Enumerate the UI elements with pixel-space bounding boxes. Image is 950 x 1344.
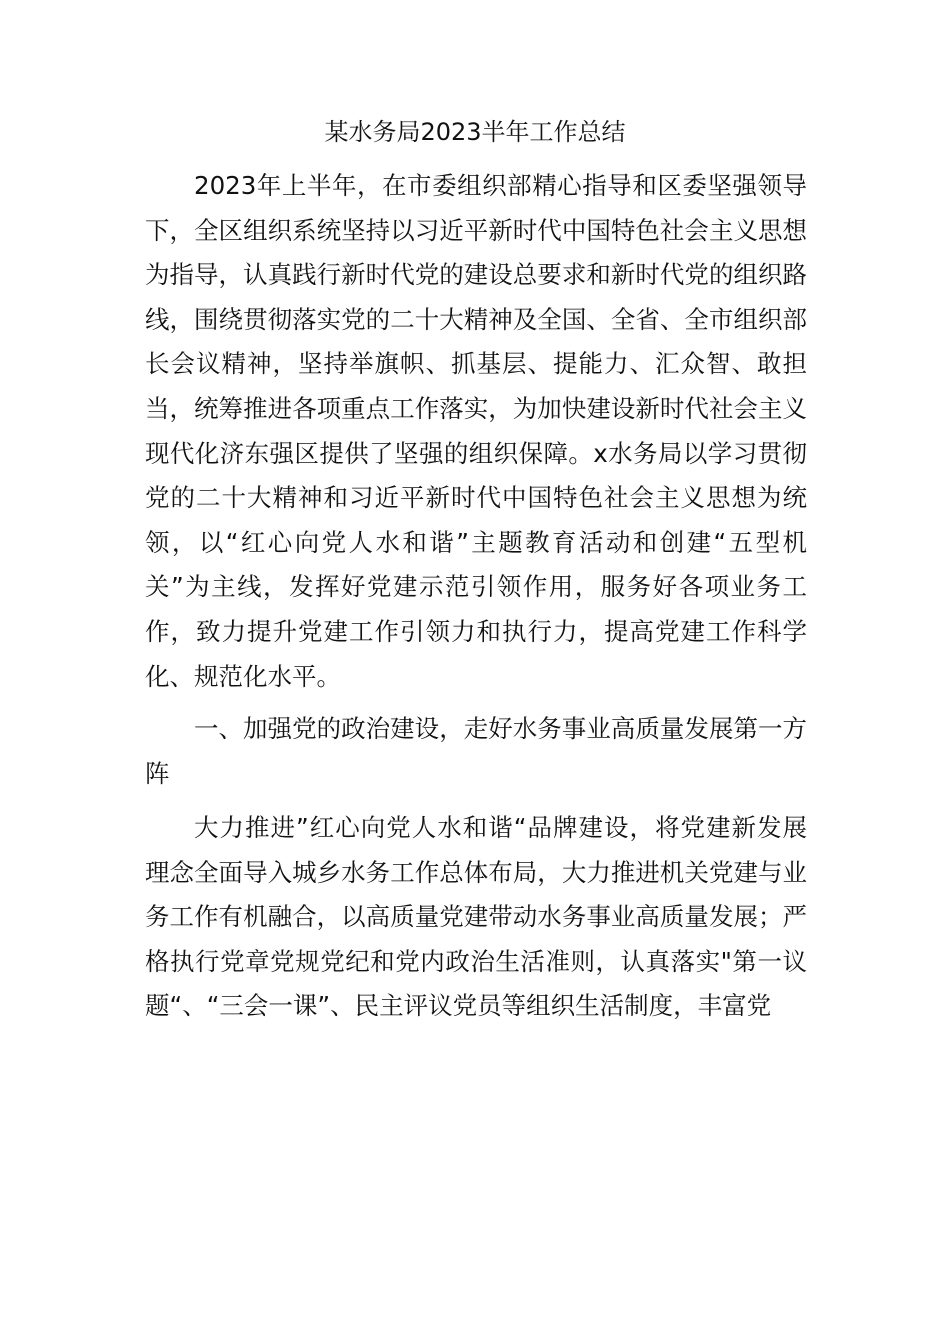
section-heading: 一、加强党的政治建设，走好水务事业高质量发展第一方阵 xyxy=(145,714,807,788)
document-title: 某水务局2023半年工作总结 xyxy=(324,118,626,146)
intro-paragraph: 2023年上半年，在市委组织部精心指导和区委坚强领导下，全区组织系统坚持以习近平新时代中国特色社会主义思想为指导，认真践行新时代党的建设总要求和新时代党的组织路线，围绕贯彻落实党的二十大精神及全国、全省、全市组织部长会议精神，坚持举旗帜、抓基层、提能力、汇众智、敢担当，统筹推进各项重点工作落实，为加快建设新时代社会主义现代化济东强区提供了坚强的组织保障。x水务局以学习贯彻党的二十大精神和习近平新时代中国特色社会主义思想为统领，以“红心向党人水和谐”主题教育活动和创建“五型机关”为主线，发挥好党建示范引领作用，服务好各项业务工作，致力提升党建工作引领力和执行力，提高党建工作科学化、规范化水平。 xyxy=(145,171,807,691)
body-paragraph: 大力推进”红心向党人水和谐“品牌建设，将党建新发展理念全面导入城乡水务工作总体布局，大力推进机关党建与业务工作有机融合，以高质量党建带动水务事业高质量发展；严格执行党章党规党纪和党内政治生活准则，认真落实"第一议题“、“三会一课”、民主评议党员等组织生活制度，丰富党 xyxy=(145,813,807,1021)
